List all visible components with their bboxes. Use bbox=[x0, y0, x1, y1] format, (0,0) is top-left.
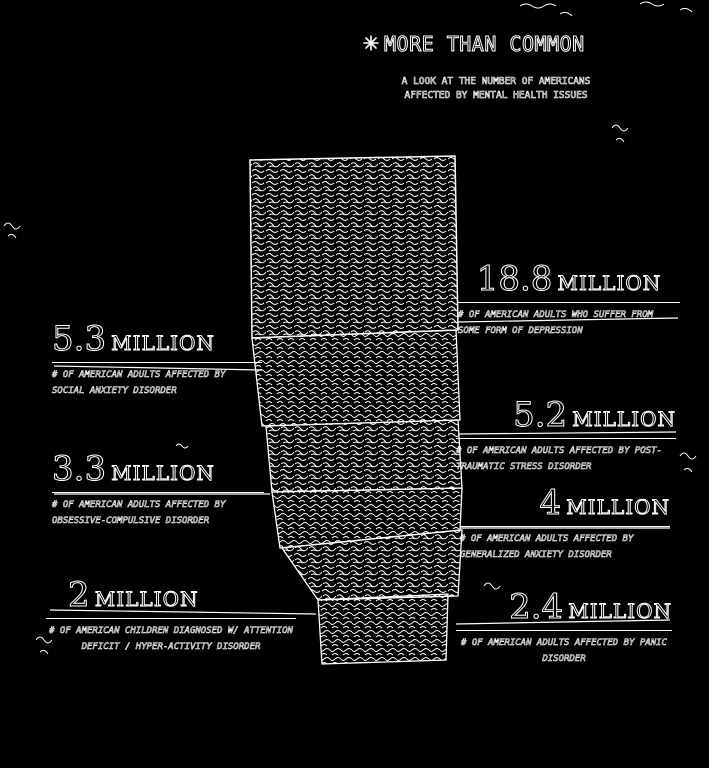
stat-number: 5.2 bbox=[513, 395, 568, 435]
stat-figure bbox=[456, 587, 672, 627]
stat-figure bbox=[456, 395, 676, 435]
stat-unit: MILLION bbox=[568, 599, 672, 623]
stat-number: 4 bbox=[539, 483, 562, 523]
stat-generalized-anxiety bbox=[460, 483, 670, 563]
stat-number: 3.3 bbox=[52, 449, 107, 489]
stat-description: # OF AMERICAN ADULTS AFFECTED BY OBSESSIVE-COMPULSIVE DISORDER bbox=[52, 500, 226, 526]
stat-ocd bbox=[52, 449, 264, 529]
stat-adhd bbox=[46, 575, 296, 655]
stat-description: # OF AMERICAN ADULTS AFFECTED BY GENERALIZED ANXIETY DISORDER bbox=[460, 534, 634, 560]
stat-unit: MILLION bbox=[572, 407, 676, 431]
stat-unit: MILLION bbox=[111, 331, 215, 355]
stat-unit: MILLION bbox=[111, 461, 215, 485]
tower-block-middle bbox=[252, 330, 462, 492]
stat-number: 2 bbox=[68, 575, 90, 615]
stat-figure bbox=[458, 259, 680, 299]
stat-underline bbox=[460, 526, 670, 527]
stat-unit: MILLION bbox=[94, 587, 199, 611]
stat-description: # OF AMERICAN ADULTS AFFECTED BY POST-TRAUMATIC STRESS DISORDER bbox=[456, 446, 662, 472]
stat-underline bbox=[46, 618, 296, 619]
stat-number: 18.8 bbox=[476, 259, 553, 299]
stat-description: # OF AMERICAN ADULTS AFFECTED BY SOCIAL ANXIETY DISORDER bbox=[52, 370, 226, 396]
stat-figure bbox=[52, 449, 264, 489]
stat-underline bbox=[458, 302, 680, 303]
stat-panic bbox=[456, 587, 672, 667]
page-subtitle: A LOOK AT THE NUMBER OF AMERICANS AFFECTED BY MENTAL HEALTH ISSUES bbox=[401, 76, 591, 101]
stat-underline bbox=[456, 630, 672, 631]
stat-figure bbox=[46, 575, 296, 615]
stat-number: 2.4 bbox=[509, 587, 564, 627]
stat-ptsd bbox=[456, 395, 676, 475]
stat-unit: MILLION bbox=[557, 271, 662, 295]
stat-social-anxiety bbox=[52, 319, 262, 399]
stat-number: 5.3 bbox=[52, 319, 107, 359]
stat-description: # OF AMERICAN CHILDREN DIAGNOSED W/ ATTENTION DEFICIT / HYPER-ACTIVITY DISORDER bbox=[49, 626, 293, 652]
stat-underline bbox=[52, 362, 262, 363]
page-title: MORE THAN COMMON bbox=[384, 32, 585, 56]
stat-underline bbox=[456, 438, 676, 439]
stat-description: # OF AMERICAN ADULTS WHO SUFFER FROM SOME FORM OF DEPRESSION bbox=[458, 310, 654, 336]
stat-depression bbox=[458, 259, 680, 339]
stat-description: # OF AMERICAN ADULTS AFFECTED BY PANIC DISORDER bbox=[461, 638, 667, 664]
stat-figure bbox=[460, 483, 670, 523]
stat-figure bbox=[52, 319, 262, 359]
tower-block-top bbox=[250, 156, 458, 338]
stat-unit: MILLION bbox=[566, 495, 670, 519]
stat-underline bbox=[52, 492, 264, 493]
tower-block-lower bbox=[272, 488, 462, 664]
